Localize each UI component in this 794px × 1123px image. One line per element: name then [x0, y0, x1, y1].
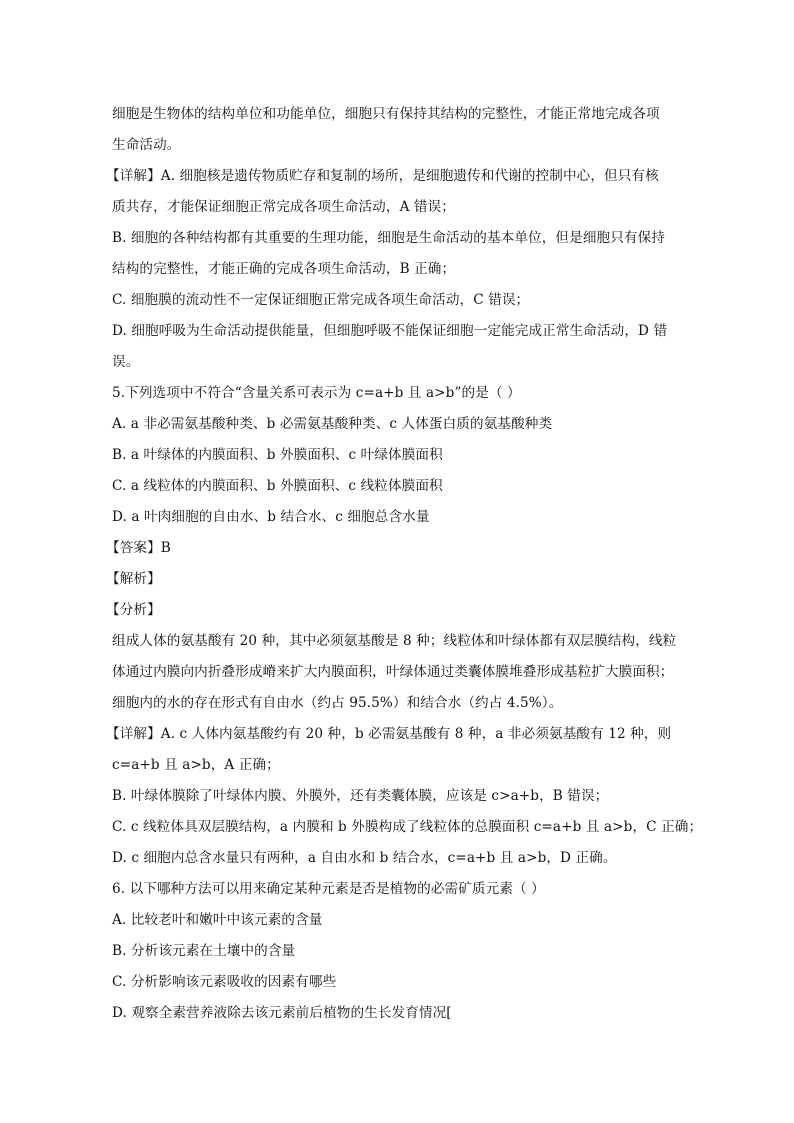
text-line: 【详解】A. c 人体内氨基酸约有 20 种，b 必需氨基酸有 8 种，a 非必须氨基酸有 12 种，则 [106, 726, 672, 742]
text-line: 结构的完整性，才能正确的完成各项生命活动，B 正确； [112, 261, 456, 277]
text-line: 细胞是生物体的结构单位和功能单位，细胞只有保持其结构的完整性，才能正常地完成各项 [112, 106, 660, 122]
text-line: 【解析】 [106, 571, 161, 587]
text-line: 细胞内的水的存在形式有自由水（约占 95.5%）和结合水（约占 4.5%）。 [112, 695, 563, 711]
text-line: 体通过内膜向内折叠形成嵴来扩大内膜面积，叶绿体通过类囊体膜堆叠形成基粒扩大膜面积； [112, 664, 674, 680]
text-line: B. 细胞的各种结构都有其重要的生理功能，细胞是生命活动的基本单位，但是细胞只有保持 [112, 230, 665, 246]
text-line: 误。 [112, 354, 140, 370]
text-line: A. 比较老叶和嫩叶中该元素的含量 [112, 912, 323, 928]
text-line: C. c 线粒体具双层膜结构，a 内膜和 b 外膜构成了线粒体的总膜面积 c=a+b 且 a>b，C 正确； [112, 819, 703, 835]
text-line: 组成人体的氨基酸有 20 种，其中必须氨基酸是 8 种；线粒体和叶绿体都有双层膜结构，线粒 [112, 633, 677, 649]
text-line: 生命活动。 [112, 137, 181, 153]
text-line: 【详解】A. 细胞核是遗传物质贮存和复制的场所，是细胞遗传和代谢的控制中心，但只有核 [106, 168, 659, 184]
document-body [106, 99, 703, 1029]
text-line: c=a+b 且 a>b，A 正确； [112, 757, 280, 773]
text-line: B. 叶绿体膜除了叶绿体内膜、外膜外，还有类囊体膜，应该是 c>a+b，B 错误； [112, 788, 609, 804]
text-line: D. 细胞呼吸为生命活动提供能量，但细胞呼吸不能保证细胞一定能完成正常生命活动，D 错 [112, 323, 668, 339]
text-line: 【分析】 [106, 602, 161, 618]
text-line: 5.下列选项中不符合“含量关系可表示为 c=a+b 且 a>b”的是（ ） [112, 385, 521, 401]
text-line: C. 细胞膜的流动性不一定保证细胞正常完成各项生命活动，C 错误； [112, 292, 530, 308]
text-line: 【答案】B [106, 540, 171, 556]
text-line: A. a 非必需氨基酸种类、b 必需氨基酸种类、c 人体蛋白质的氨基酸种类 [112, 416, 553, 432]
text-line: D. c 细胞内总含水量只有两种，a 自由水和 b 结合水，c=a+b 且 a>b，D 正确。 [112, 850, 617, 866]
text-line: B. a 叶绿体的内膜面积、b 外膜面积、c 叶绿体膜面积 [112, 447, 443, 463]
text-line: C. a 线粒体的内膜面积、b 外膜面积、c 线粒体膜面积 [112, 478, 443, 494]
text-line: D. 观察全素营养液除去该元素前后植物的生长发育情况[ [112, 1005, 452, 1021]
text-line: 6. 以下哪种方法可以用来确定某种元素是否是植物的必需矿质元素（ ） [112, 881, 545, 897]
text-line: D. a 叶肉细胞的自由水、b 结合水、c 细胞总含水量 [112, 509, 430, 525]
text-line: 质共存，才能保证细胞正常完成各项生命活动，A 错误； [112, 199, 455, 215]
text-line: B. 分析该元素在土壤中的含量 [112, 943, 296, 959]
text-line: C. 分析影响该元素吸收的因素有哪些 [112, 974, 337, 990]
